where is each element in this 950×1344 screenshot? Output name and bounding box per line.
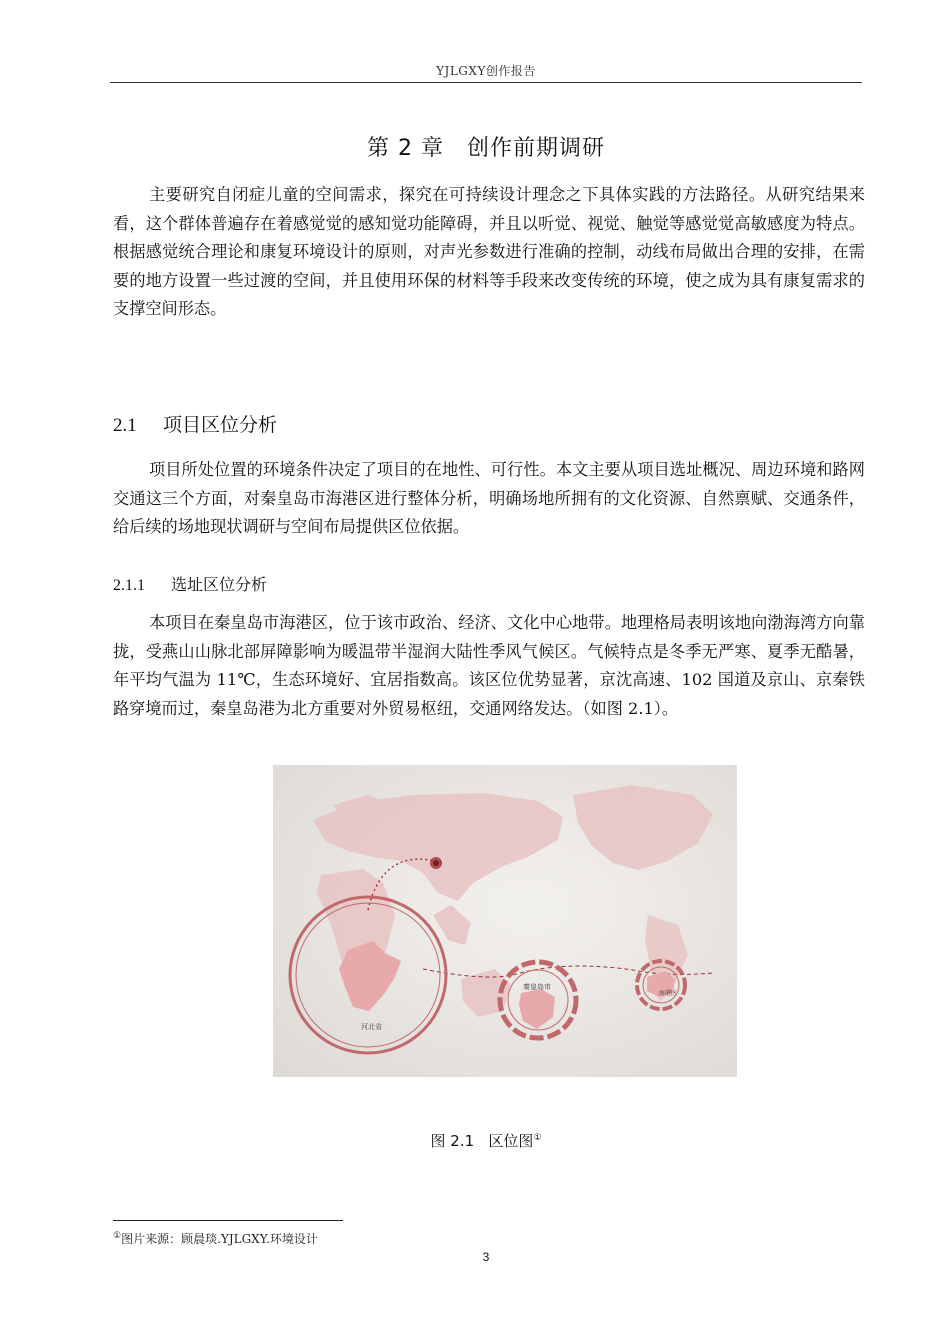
section-title: 项目区位分析 (163, 414, 278, 436)
location-dot-core (433, 860, 439, 866)
qinhuangdao-label: 秦皇岛市 (523, 983, 551, 991)
subsection-title: 选址区位分析 (171, 575, 268, 594)
section-heading (113, 410, 277, 437)
footnote-mark: ① (113, 1231, 122, 1241)
running-header: YJLGXY创作报告 (436, 64, 536, 78)
subsection-heading (113, 572, 267, 595)
section-number: 2.1 (113, 415, 137, 436)
figure-caption (110, 1130, 862, 1151)
footnote (113, 1230, 318, 1247)
intro-paragraph: 主要研究自闭症儿童的空间需求，探究在可持续设计理念之下具体实践的方法路径。从研究结果来看，这个群体普遍存在着感觉觉的感知觉功能障碍，并且以听觉、视觉、触觉等感觉觉高敏感度为特点。根据感觉统合理论和康复环境设计的原则，对声光参数进行准确的控制，动线布局做出合理的安排，在需要的地方设置一些过渡的空间，并且使用环保的材料等手段来改变传统的环境，使之成为具有康复需求的支撑空间形态。 (113, 185, 865, 319)
chapter-title: 第 2 章 创作前期调研 (367, 135, 605, 161)
footnote-text: 图片来源：顾晨琰.YJLGXY.环境设计 (121, 1232, 318, 1246)
subsection-number: 2.1.1 (113, 577, 145, 594)
footnote-rule (113, 1220, 343, 1221)
caption-footnote-mark: ① (533, 1133, 542, 1143)
location-map-figure (273, 765, 737, 1077)
section-paragraph: 项目所处位置的环境条件决定了项目的在地性、可行性。本文主要从项目选址概况、周边环境和路网交通这三个方面，对秦皇岛市海港区进行整体分析，明确场地所拥有的文化资源、自然禀赋、交通条件，给后续的场地现状调研与空间布局提供区位依据。 (113, 460, 865, 537)
hebei-label: 河北省 (361, 1023, 382, 1031)
figure-title: 区位图 (488, 1132, 534, 1150)
figure-number: 图 2.1 (430, 1132, 475, 1150)
header-rule (110, 82, 862, 83)
page-number: 3 (482, 1250, 490, 1264)
haigang-label: 海港区 (659, 990, 678, 997)
subsection-paragraph: 本项目在秦皇岛市海港区，位于该市政治、经济、文化中心地带。地理格局表明该地向渤海湾方向靠拢，受燕山山脉北部屏障影响为暖温带半湿润大陆性季风气候区。气候特点是冬季无严寒、夏季无酷暑，年平均气温为 11℃，生态环境好、宜居指数高。该区位优势显著，京沈高速、102 国道及京山、京秦铁路穿境而过，秦皇岛港为北方重要对外贸易枢纽，交通网络发达。（如图 2.1）。 (113, 613, 865, 718)
